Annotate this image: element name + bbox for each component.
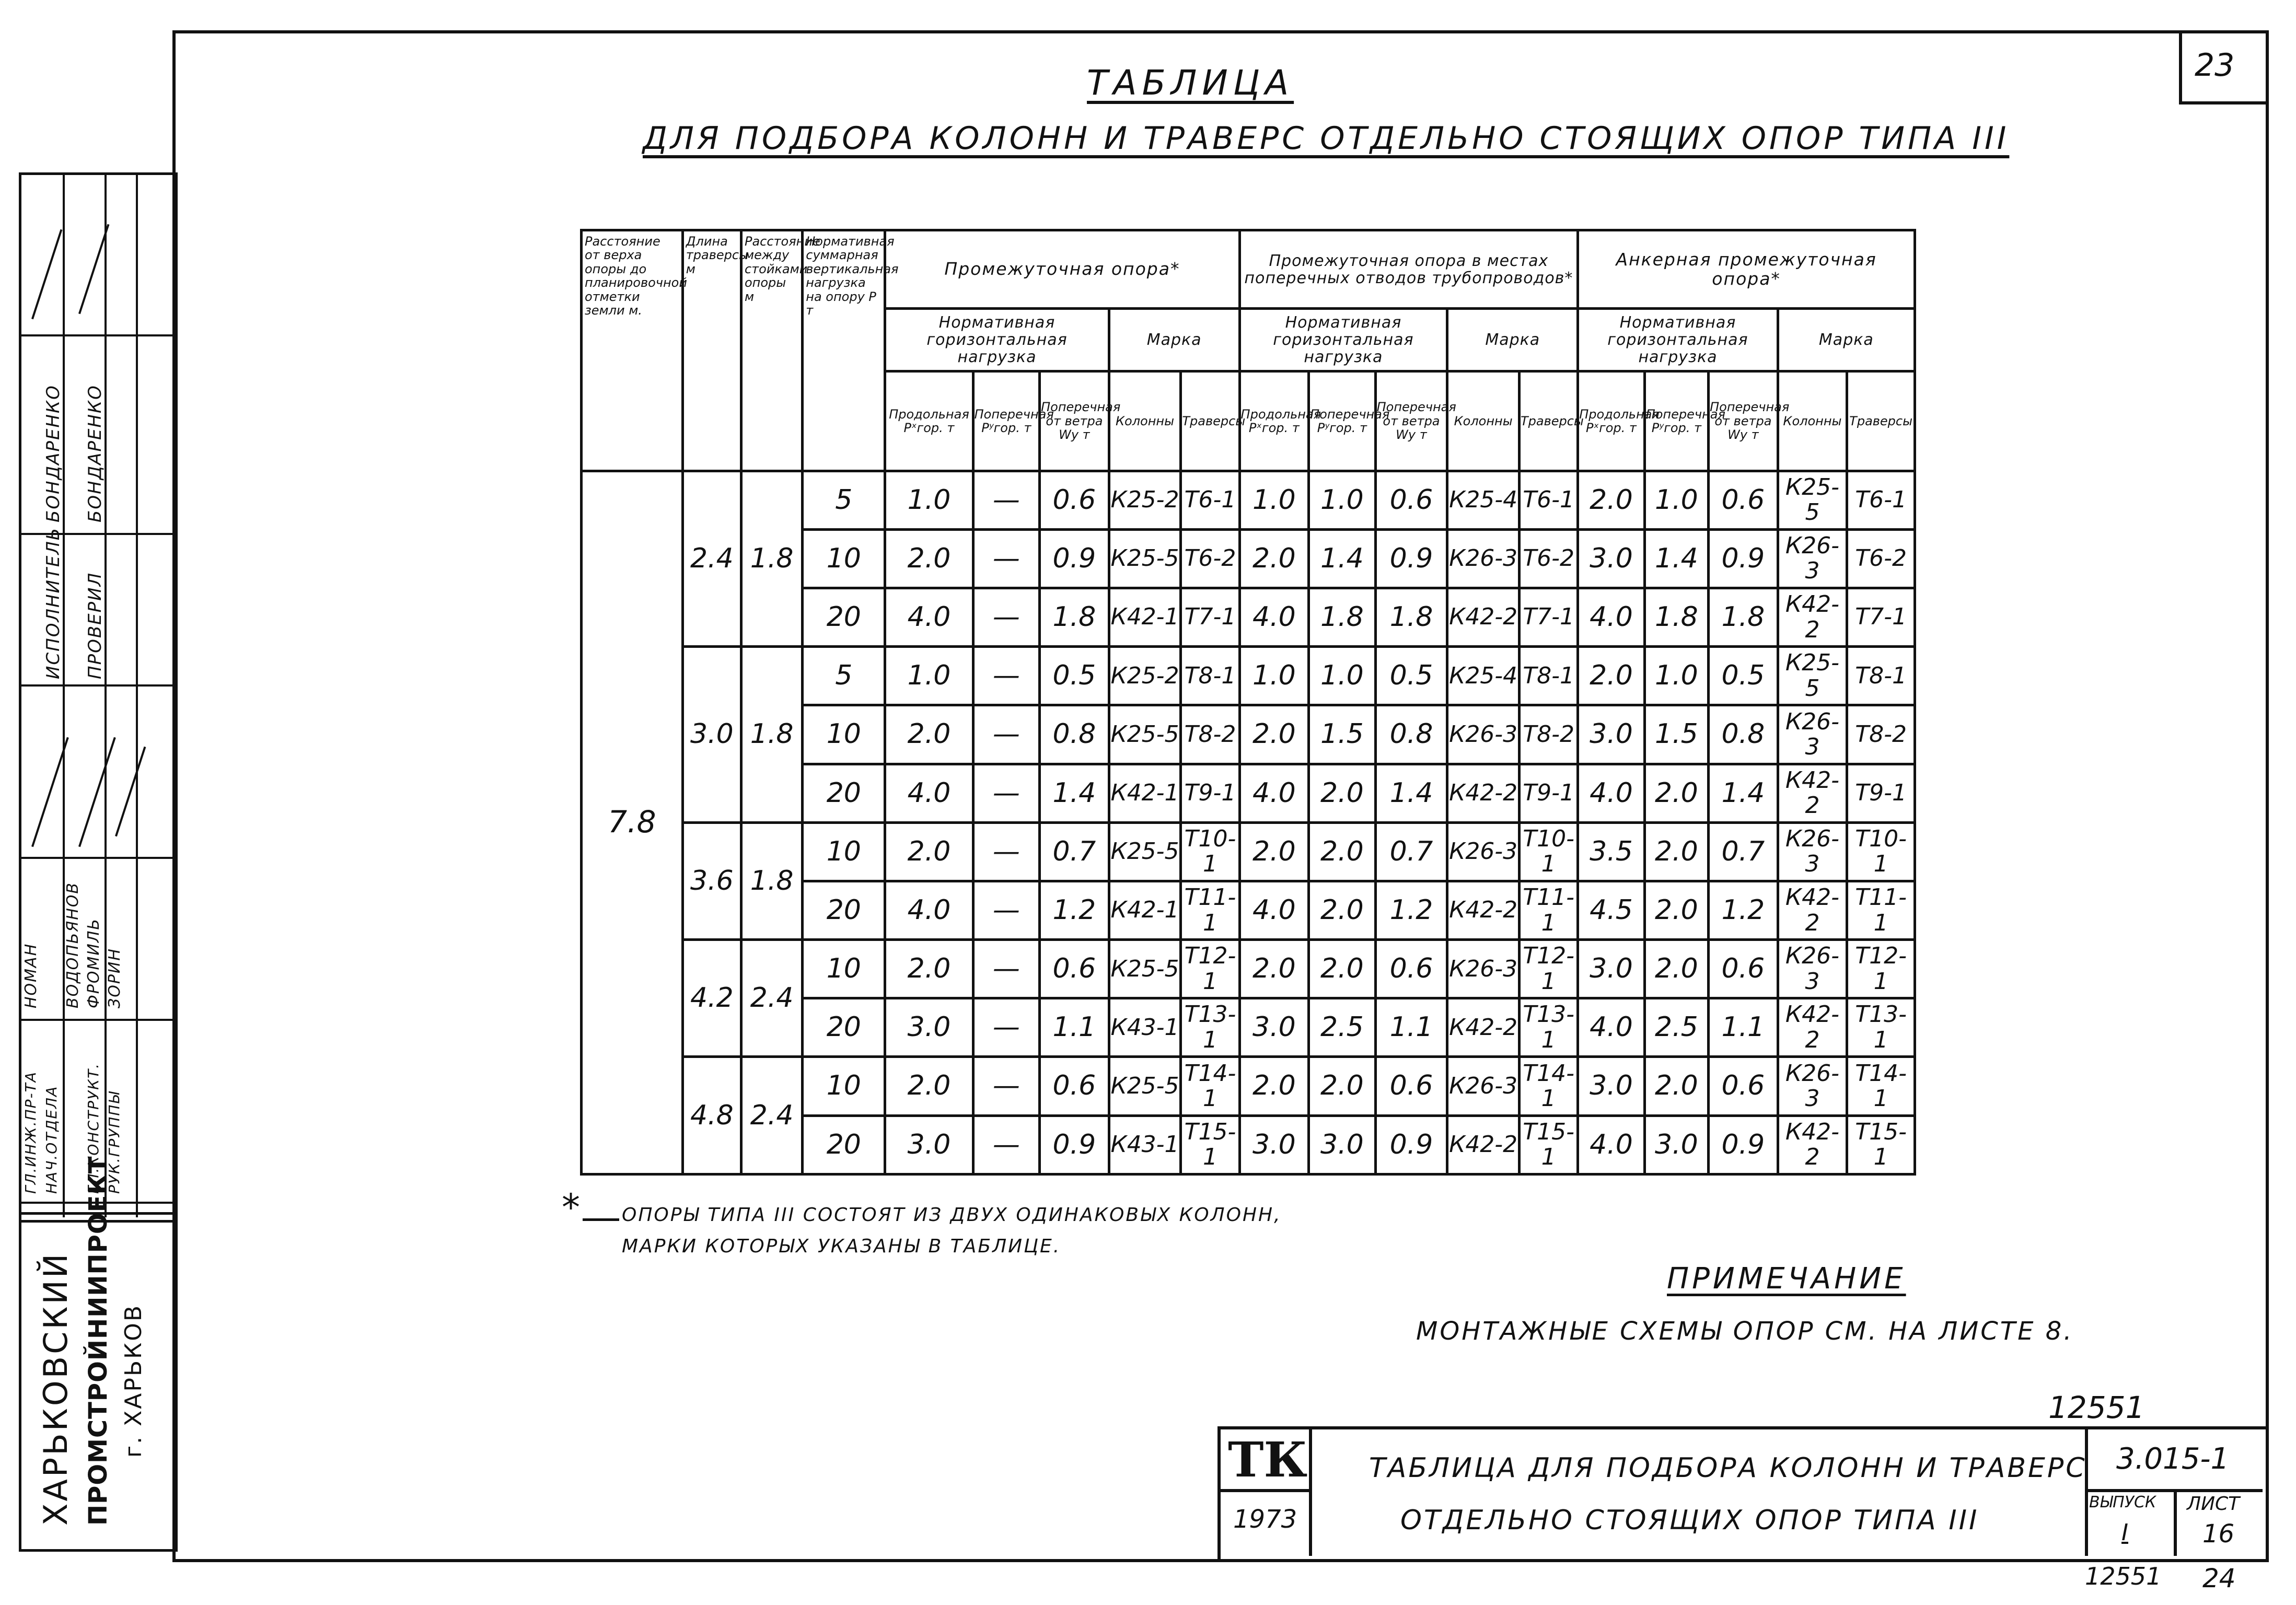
column-mark-cell: К26-3 bbox=[1778, 822, 1847, 881]
traverse-mark-cell: Т15-1 bbox=[1847, 1115, 1915, 1174]
traverse-mark-cell: Т10-1 bbox=[1847, 822, 1915, 881]
column-mark-cell: К25-2 bbox=[1109, 647, 1181, 705]
column-mark-cell: К25-2 bbox=[1109, 471, 1181, 529]
load-cell: 3.0 bbox=[885, 1115, 973, 1174]
load-cell: 0.9 bbox=[1375, 1115, 1447, 1174]
footnote-line2: МАРКИ КОТОРЫХ УКАЗАНЫ В ТАБЛИЦЕ. bbox=[622, 1236, 1061, 1257]
page-number-bottom: 24 bbox=[2202, 1563, 2236, 1594]
load-cell: 1.4 bbox=[1644, 529, 1708, 588]
column-mark-cell: К42-1 bbox=[1109, 881, 1181, 939]
traverse-mark-cell: Т6-1 bbox=[1181, 471, 1239, 529]
load-cell: 1.1 bbox=[1040, 998, 1109, 1057]
column-mark-cell: К43-1 bbox=[1109, 998, 1181, 1057]
load-cell: 2.0 bbox=[1644, 940, 1708, 998]
load-cell: 1.5 bbox=[1644, 705, 1708, 764]
load-cell: 0.6 bbox=[1040, 471, 1109, 529]
header-wind-2: Поперечная от ветра Wy т bbox=[1375, 371, 1447, 471]
traverse-mark-cell: Т12-1 bbox=[1181, 940, 1239, 998]
header-columns-3: Колонны bbox=[1778, 371, 1847, 471]
load-cell: 4.0 bbox=[1578, 1115, 1644, 1174]
load-cell: 0.6 bbox=[1040, 1057, 1109, 1115]
column-mark-cell: К25-5 bbox=[1109, 940, 1181, 998]
traverse-mark-cell: Т8-1 bbox=[1847, 647, 1915, 705]
load-cell: 0.6 bbox=[1375, 1057, 1447, 1115]
load-cell: 0.5 bbox=[1709, 647, 1778, 705]
load-cell: 4.0 bbox=[1239, 881, 1309, 939]
load-cell: 1.0 bbox=[885, 471, 973, 529]
title-block-divider-1 bbox=[1309, 1426, 1312, 1556]
vertical-load-cell: 10 bbox=[803, 940, 885, 998]
column-mark-cell: К42-2 bbox=[1778, 588, 1847, 647]
name-6: БОНДАРЕНКО bbox=[85, 385, 106, 522]
header-traverses-2: Траверсы bbox=[1519, 371, 1578, 471]
column-mark-cell: К42-1 bbox=[1109, 764, 1181, 822]
name-1: НОМАН bbox=[22, 943, 40, 1008]
load-cell: 2.0 bbox=[1309, 764, 1375, 822]
traverse-length-cell: 3.6 bbox=[682, 822, 741, 939]
header-vertical-load: Нормативная суммарная вертикальная нагрузка на опору P т bbox=[803, 230, 885, 471]
load-cell: 1.8 bbox=[1375, 588, 1447, 647]
column-spacing-cell: 1.8 bbox=[741, 822, 802, 939]
load-cell: 1.2 bbox=[1709, 881, 1778, 939]
column-mark-cell: К26-3 bbox=[1447, 940, 1520, 998]
column-mark-cell: К26-3 bbox=[1778, 1057, 1847, 1115]
header-traverses-1: Траверсы bbox=[1181, 371, 1239, 471]
load-cell: 4.0 bbox=[1578, 588, 1644, 647]
column-mark-cell: К26-3 bbox=[1447, 705, 1520, 764]
traverse-mark-cell: Т12-1 bbox=[1519, 940, 1578, 998]
load-cell: 1.0 bbox=[1644, 471, 1708, 529]
traverse-mark-cell: Т6-2 bbox=[1847, 529, 1915, 588]
load-cell: 2.0 bbox=[1309, 822, 1375, 881]
vertical-load-cell: 5 bbox=[803, 647, 885, 705]
column-mark-cell: К25-5 bbox=[1109, 822, 1181, 881]
load-cell: 3.0 bbox=[1239, 1115, 1309, 1174]
issue-label: ВЫПУСК bbox=[2089, 1493, 2156, 1511]
vertical-load-cell: 5 bbox=[803, 471, 885, 529]
load-cell: — bbox=[973, 588, 1039, 647]
footnote-line1: ОПОРЫ ТИПА III СОСТОЯТ ИЗ ДВУХ ОДИНАКОВЫХ КОЛОНН, bbox=[622, 1204, 1282, 1226]
load-cell: 2.0 bbox=[885, 705, 973, 764]
column-mark-cell: К26-3 bbox=[1778, 529, 1847, 588]
org-name-2: ПРОМСТРОЙНИИПРОЕКТ bbox=[84, 1156, 113, 1526]
column-spacing-cell: 2.4 bbox=[741, 940, 802, 1057]
load-cell: 3.0 bbox=[1578, 705, 1644, 764]
sidebar-row-1 bbox=[19, 334, 172, 336]
column-mark-cell: К26-3 bbox=[1447, 529, 1520, 588]
table-row bbox=[582, 940, 1915, 998]
column-mark-cell: К25-4 bbox=[1447, 471, 1520, 529]
load-cell: 2.0 bbox=[1578, 471, 1644, 529]
traverse-mark-cell: Т11-1 bbox=[1847, 881, 1915, 939]
sheet-label: ЛИСТ bbox=[2187, 1493, 2240, 1515]
load-cell: 0.7 bbox=[1709, 822, 1778, 881]
table-row bbox=[582, 471, 1915, 529]
load-cell: 1.5 bbox=[1309, 705, 1375, 764]
load-cell: 3.0 bbox=[1578, 1057, 1644, 1115]
load-cell: 4.0 bbox=[885, 764, 973, 822]
sidebar-row-4 bbox=[19, 857, 172, 859]
header-longitudinal-1: Продольная Pˣгор. т bbox=[885, 371, 973, 471]
load-cell: 0.7 bbox=[1040, 822, 1109, 881]
load-cell: 2.0 bbox=[1644, 881, 1708, 939]
load-cell: 2.5 bbox=[1309, 998, 1375, 1057]
inventory-number-bottom: 12551 bbox=[2085, 1562, 2162, 1590]
header-marka-1: Марка bbox=[1109, 309, 1239, 371]
name-4: ЗОРИН bbox=[106, 948, 124, 1008]
header-hload-2: Нормативная горизонтальная нагрузка bbox=[1239, 309, 1447, 371]
load-cell: 4.0 bbox=[1578, 998, 1644, 1057]
load-cell: 0.9 bbox=[1709, 1115, 1778, 1174]
load-cell: 2.5 bbox=[1644, 998, 1708, 1057]
load-cell: 0.5 bbox=[1375, 647, 1447, 705]
header-traverse-length: Длина траверсы м bbox=[682, 230, 741, 471]
load-cell: 2.0 bbox=[1309, 881, 1375, 939]
load-cell: 3.0 bbox=[885, 998, 973, 1057]
org-city: г. ХАРЬКОВ bbox=[120, 1304, 147, 1458]
column-mark-cell: К25-5 bbox=[1778, 471, 1847, 529]
header-hload-1: Нормативная горизонтальная нагрузка bbox=[885, 309, 1109, 371]
title-block-line1: ТАБЛИЦА ДЛЯ ПОДБОРА КОЛОНН И ТРАВЕРС bbox=[1369, 1452, 2087, 1484]
sidebar-divider-1 bbox=[63, 172, 65, 1217]
load-cell: 1.1 bbox=[1709, 998, 1778, 1057]
vertical-load-cell: 10 bbox=[803, 529, 885, 588]
traverse-mark-cell: Т8-2 bbox=[1847, 705, 1915, 764]
load-cell: 2.0 bbox=[1578, 647, 1644, 705]
load-cell: — bbox=[973, 998, 1039, 1057]
column-spacing-cell: 2.4 bbox=[741, 1057, 802, 1174]
footnote-mark: * bbox=[562, 1186, 582, 1229]
load-cell: 1.8 bbox=[1309, 588, 1375, 647]
header-traverses-3: Траверсы bbox=[1847, 371, 1915, 471]
column-mark-cell: К42-2 bbox=[1778, 881, 1847, 939]
traverse-mark-cell: Т6-2 bbox=[1181, 529, 1239, 588]
role-dept-head: НАЧ.ОТДЕЛА bbox=[43, 1085, 60, 1194]
load-cell: — bbox=[973, 1115, 1039, 1174]
load-cell: 0.9 bbox=[1040, 529, 1109, 588]
role-chief-designer: ГЛ.КОНСТРУКТ. bbox=[85, 1062, 102, 1194]
column-spacing-cell: 1.8 bbox=[741, 471, 802, 647]
column-mark-cell: К26-3 bbox=[1447, 822, 1520, 881]
vertical-load-cell: 10 bbox=[803, 705, 885, 764]
load-cell: — bbox=[973, 764, 1039, 822]
traverse-mark-cell: Т9-1 bbox=[1847, 764, 1915, 822]
sheet-value: 16 bbox=[2202, 1519, 2235, 1549]
traverse-mark-cell: Т6-2 bbox=[1519, 529, 1578, 588]
column-mark-cell: К43-1 bbox=[1109, 1115, 1181, 1174]
load-cell: 1.0 bbox=[885, 647, 973, 705]
traverse-mark-cell: Т9-1 bbox=[1181, 764, 1239, 822]
load-cell: 2.0 bbox=[1239, 940, 1309, 998]
traverse-mark-cell: Т7-1 bbox=[1181, 588, 1239, 647]
load-cell: 3.0 bbox=[1239, 998, 1309, 1057]
load-cell: — bbox=[973, 647, 1039, 705]
column-mark-cell: К26-3 bbox=[1778, 940, 1847, 998]
column-mark-cell: К42-2 bbox=[1447, 588, 1520, 647]
column-mark-cell: К42-2 bbox=[1447, 881, 1520, 939]
traverse-mark-cell: Т14-1 bbox=[1519, 1057, 1578, 1115]
load-cell: 1.4 bbox=[1709, 764, 1778, 822]
load-cell: 2.0 bbox=[1309, 940, 1375, 998]
note-text: МОНТАЖНЫЕ СХЕМЫ ОПОР СМ. НА ЛИСТЕ 8. bbox=[1416, 1317, 2074, 1346]
load-cell: 2.0 bbox=[1239, 822, 1309, 881]
column-mark-cell: К25-5 bbox=[1109, 705, 1181, 764]
load-cell: 2.0 bbox=[885, 1057, 973, 1115]
traverse-mark-cell: Т14-1 bbox=[1847, 1057, 1915, 1115]
page-number: 23 bbox=[2195, 47, 2235, 84]
traverse-mark-cell: Т13-1 bbox=[1847, 998, 1915, 1057]
column-spacing-cell: 1.8 bbox=[741, 647, 802, 823]
table-row bbox=[582, 1057, 1915, 1115]
traverse-length-cell: 2.4 bbox=[682, 471, 741, 647]
name-5: БОНДАРЕНКО bbox=[43, 385, 64, 522]
load-cell: 1.8 bbox=[1709, 588, 1778, 647]
header-column-spacing: Расстояние между стойками опоры м bbox=[741, 230, 802, 471]
traverse-mark-cell: Т15-1 bbox=[1181, 1115, 1239, 1174]
traverse-mark-cell: Т11-1 bbox=[1519, 881, 1578, 939]
column-mark-cell: К42-2 bbox=[1447, 764, 1520, 822]
note-title: ПРИМЕЧАНИЕ bbox=[1667, 1262, 1906, 1296]
header-group-branch: Промежуточная опора в местах поперечных отводов трубопроводов* bbox=[1239, 230, 1578, 309]
header-columns-2: Колонны bbox=[1447, 371, 1520, 471]
column-mark-cell: К26-3 bbox=[1778, 705, 1847, 764]
document-code: 3.015-1 bbox=[2116, 1442, 2230, 1476]
footnote-dash bbox=[583, 1218, 619, 1221]
load-cell: 0.7 bbox=[1375, 822, 1447, 881]
name-3: ФРОМИЛЬ bbox=[85, 918, 103, 1008]
traverse-mark-cell: Т8-1 bbox=[1181, 647, 1239, 705]
header-columns-1: Колонны bbox=[1109, 371, 1181, 471]
distance-value: 7.8 bbox=[582, 471, 683, 1174]
selection-table bbox=[580, 229, 1916, 1176]
load-cell: 4.0 bbox=[1239, 764, 1309, 822]
load-cell: 0.9 bbox=[1040, 1115, 1109, 1174]
vertical-load-cell: 20 bbox=[803, 998, 885, 1057]
header-longitudinal-3: Продольная Pˣгор. т bbox=[1578, 371, 1644, 471]
load-cell: 1.0 bbox=[1239, 647, 1309, 705]
header-wind-1: Поперечная от ветра Wy т bbox=[1040, 371, 1109, 471]
load-cell: 2.0 bbox=[1239, 705, 1309, 764]
load-cell: 2.0 bbox=[1309, 1057, 1375, 1115]
header-longitudinal-2: Продольная Pˣгор. т bbox=[1239, 371, 1309, 471]
load-cell: 0.5 bbox=[1040, 647, 1109, 705]
traverse-mark-cell: Т6-1 bbox=[1847, 471, 1915, 529]
load-cell: 4.0 bbox=[1239, 588, 1309, 647]
traverse-mark-cell: Т9-1 bbox=[1519, 764, 1578, 822]
load-cell: 1.4 bbox=[1309, 529, 1375, 588]
name-2: ВОДОПЬЯНОВ bbox=[64, 882, 82, 1008]
load-cell: 1.2 bbox=[1040, 881, 1109, 939]
vertical-load-cell: 20 bbox=[803, 1115, 885, 1174]
load-cell: 0.6 bbox=[1375, 940, 1447, 998]
load-cell: — bbox=[973, 822, 1039, 881]
role-group-head: РУК.ГРУППЫ bbox=[106, 1090, 123, 1194]
header-transverse-3: Поперечная Pʸгор. т bbox=[1644, 371, 1708, 471]
column-mark-cell: К25-5 bbox=[1109, 1057, 1181, 1115]
load-cell: 2.0 bbox=[1239, 529, 1309, 588]
traverse-mark-cell: Т8-2 bbox=[1181, 705, 1239, 764]
traverse-mark-cell: Т8-1 bbox=[1519, 647, 1578, 705]
load-cell: 1.2 bbox=[1375, 881, 1447, 939]
load-cell: 0.6 bbox=[1709, 471, 1778, 529]
header-distance: Расстояние от верха опоры до планировочной отметки земли м. bbox=[582, 230, 683, 471]
traverse-length-cell: 3.0 bbox=[682, 647, 741, 823]
load-cell: 1.0 bbox=[1309, 647, 1375, 705]
role-executor: ИСПОЛНИТЕЛЬ bbox=[43, 527, 64, 679]
vertical-load-cell: 20 bbox=[803, 881, 885, 939]
table-row bbox=[582, 822, 1915, 881]
load-cell: 0.6 bbox=[1709, 940, 1778, 998]
load-cell: 0.8 bbox=[1375, 705, 1447, 764]
load-cell: 1.8 bbox=[1040, 588, 1109, 647]
tk-logo: ТК bbox=[1228, 1432, 1308, 1488]
load-cell: 0.6 bbox=[1709, 1057, 1778, 1115]
load-cell: 3.0 bbox=[1578, 940, 1644, 998]
load-cell: 2.0 bbox=[1239, 1057, 1309, 1115]
title-block-divider-5 bbox=[2174, 1489, 2177, 1556]
vertical-load-cell: 20 bbox=[803, 764, 885, 822]
load-cell: — bbox=[973, 940, 1039, 998]
header-wind-3: Поперечная от ветра Wy т bbox=[1709, 371, 1778, 471]
load-cell: — bbox=[973, 881, 1039, 939]
traverse-length-cell: 4.8 bbox=[682, 1057, 741, 1174]
traverse-mark-cell: Т15-1 bbox=[1519, 1115, 1578, 1174]
load-cell: 1.1 bbox=[1375, 998, 1447, 1057]
header-marka-3: Марка bbox=[1778, 309, 1915, 371]
issue-value: I bbox=[2121, 1519, 2128, 1546]
org-name-1: ХАРЬКОВСКИЙ bbox=[37, 1251, 75, 1526]
header-transverse-2: Поперечная Pʸгор. т bbox=[1309, 371, 1375, 471]
load-cell: 4.0 bbox=[885, 881, 973, 939]
column-mark-cell: К25-5 bbox=[1109, 529, 1181, 588]
column-mark-cell: К25-5 bbox=[1778, 647, 1847, 705]
load-cell: 4.5 bbox=[1578, 881, 1644, 939]
column-mark-cell: К42-2 bbox=[1778, 1115, 1847, 1174]
role-checker: ПРОВЕРИЛ bbox=[85, 572, 106, 679]
traverse-length-cell: 4.2 bbox=[682, 940, 741, 1057]
column-mark-cell: К42-2 bbox=[1778, 764, 1847, 822]
traverse-mark-cell: Т13-1 bbox=[1519, 998, 1578, 1057]
vertical-load-cell: 20 bbox=[803, 588, 885, 647]
load-cell: 2.0 bbox=[1644, 1057, 1708, 1115]
column-mark-cell: К42-2 bbox=[1447, 1115, 1520, 1174]
traverse-mark-cell: Т13-1 bbox=[1181, 998, 1239, 1057]
load-cell: — bbox=[973, 705, 1039, 764]
load-cell: — bbox=[973, 1057, 1039, 1115]
header-marka-2: Марка bbox=[1447, 309, 1578, 371]
load-cell: 1.4 bbox=[1040, 764, 1109, 822]
inventory-number-top: 12551 bbox=[2048, 1390, 2145, 1425]
load-cell: 0.6 bbox=[1040, 940, 1109, 998]
load-cell: 2.0 bbox=[885, 822, 973, 881]
table-row bbox=[582, 647, 1915, 705]
load-cell: 2.0 bbox=[1644, 764, 1708, 822]
load-cell: 3.0 bbox=[1644, 1115, 1708, 1174]
header-group-intermediate: Промежуточная опора* bbox=[885, 230, 1239, 309]
load-cell: — bbox=[973, 529, 1039, 588]
traverse-mark-cell: Т14-1 bbox=[1181, 1057, 1239, 1115]
title-block-year: 1973 bbox=[1233, 1505, 1297, 1534]
load-cell: 0.8 bbox=[1040, 705, 1109, 764]
header-transverse-1: Поперечная Pʸгор. т bbox=[973, 371, 1039, 471]
load-cell: 2.0 bbox=[1644, 822, 1708, 881]
title-block-divider-3 bbox=[1217, 1489, 1309, 1492]
traverse-mark-cell: Т10-1 bbox=[1519, 822, 1578, 881]
load-cell: 0.9 bbox=[1709, 529, 1778, 588]
title-block-line2: ОТДЕЛЬНО СТОЯЩИХ ОПОР ТИПА III bbox=[1400, 1505, 1979, 1536]
role-chief-engineer: ГЛ.ИНЖ.ПР-ТА bbox=[22, 1071, 39, 1194]
traverse-mark-cell: Т8-2 bbox=[1519, 705, 1578, 764]
vertical-load-cell: 10 bbox=[803, 822, 885, 881]
column-mark-cell: К42-2 bbox=[1447, 998, 1520, 1057]
traverse-mark-cell: Т11-1 bbox=[1181, 881, 1239, 939]
load-cell: 4.0 bbox=[1578, 764, 1644, 822]
page-title: ТАБЛИЦА bbox=[1087, 63, 1294, 103]
load-cell: 0.6 bbox=[1375, 471, 1447, 529]
load-cell: 1.0 bbox=[1644, 647, 1708, 705]
sidebar-divider-2 bbox=[105, 172, 107, 1217]
load-cell: — bbox=[973, 471, 1039, 529]
load-cell: 2.0 bbox=[885, 940, 973, 998]
load-cell: 1.0 bbox=[1239, 471, 1309, 529]
load-cell: 3.0 bbox=[1309, 1115, 1375, 1174]
load-cell: 3.5 bbox=[1578, 822, 1644, 881]
load-cell: 1.4 bbox=[1375, 764, 1447, 822]
load-cell: 4.0 bbox=[885, 588, 973, 647]
sidebar-row-2 bbox=[19, 533, 172, 535]
sidebar-row-5 bbox=[19, 1019, 172, 1021]
column-mark-cell: К25-4 bbox=[1447, 647, 1520, 705]
header-group-anchor: Анкерная промежуточная опора* bbox=[1578, 230, 1915, 309]
load-cell: 0.8 bbox=[1709, 705, 1778, 764]
load-cell: 1.8 bbox=[1644, 588, 1708, 647]
load-cell: 2.0 bbox=[885, 529, 973, 588]
load-cell: 3.0 bbox=[1578, 529, 1644, 588]
column-mark-cell: К42-2 bbox=[1778, 998, 1847, 1057]
vertical-load-cell: 10 bbox=[803, 1057, 885, 1115]
page-subtitle: ДЛЯ ПОДБОРА КОЛОНН И ТРАВЕРС ОТДЕЛЬНО СТОЯЩИХ ОПОР ТИПА III bbox=[643, 120, 2010, 157]
traverse-mark-cell: Т10-1 bbox=[1181, 822, 1239, 881]
column-mark-cell: К26-3 bbox=[1447, 1057, 1520, 1115]
sidebar-divider-3 bbox=[136, 172, 138, 1217]
sidebar-row-3 bbox=[19, 684, 172, 687]
load-cell: 1.0 bbox=[1309, 471, 1375, 529]
column-mark-cell: К42-1 bbox=[1109, 588, 1181, 647]
traverse-mark-cell: Т7-1 bbox=[1519, 588, 1578, 647]
load-cell: 0.9 bbox=[1375, 529, 1447, 588]
traverse-mark-cell: Т7-1 bbox=[1847, 588, 1915, 647]
header-hload-3: Нормативная горизонтальная нагрузка bbox=[1578, 309, 1778, 371]
traverse-mark-cell: Т12-1 bbox=[1847, 940, 1915, 998]
traverse-mark-cell: Т6-1 bbox=[1519, 471, 1578, 529]
